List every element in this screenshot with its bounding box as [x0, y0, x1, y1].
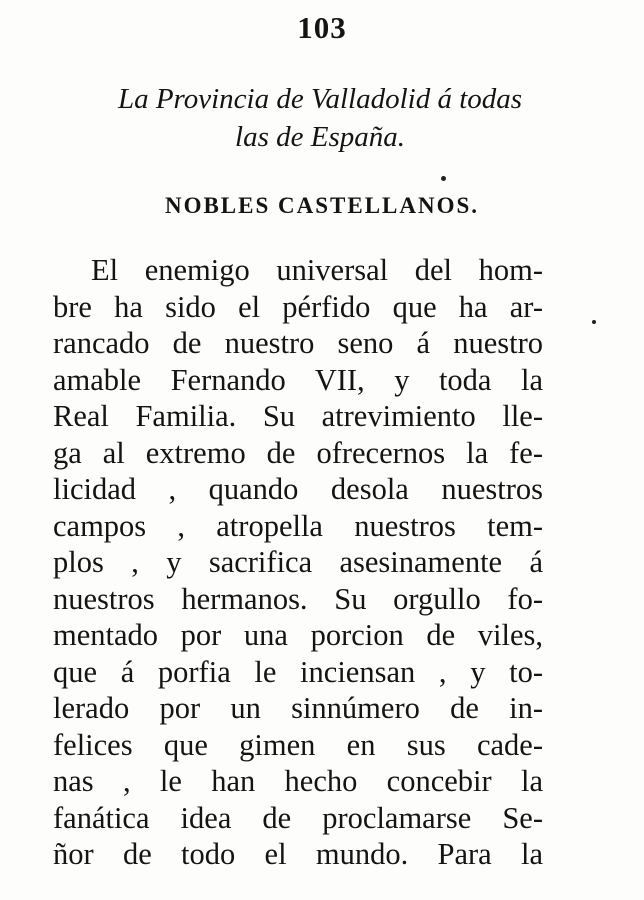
text-line: nas , le han hecho concebir la: [53, 764, 543, 798]
text-line: bre ha sido el pérfido que ha ar-: [53, 289, 543, 324]
text-line: rancado de nuestro seno á nuestro: [53, 326, 543, 360]
text-line: felices que gimen en sus cade-: [53, 727, 543, 762]
text-line: ga al extremo de ofrecernos la fe-: [53, 435, 543, 470]
text-line: lerado por un sinnúmero de in-: [53, 691, 543, 725]
ink-speck: [441, 176, 446, 181]
text-line: amable Fernando VII, y toda la: [53, 362, 543, 397]
body-paragraph: [53, 252, 543, 873]
text-line: fanática idea de proclamarse Se-: [53, 800, 543, 835]
page-number: 103: [297, 10, 347, 45]
text-line: Real Familia. Su atrevimiento lle-: [53, 399, 543, 433]
text-line: campos , atropella nuestros tem-: [53, 508, 543, 543]
ink-speck: [592, 320, 596, 324]
title-line-1: La Provincia de Valladolid á todas: [117, 83, 523, 115]
section-heading: NOBLES CASTELLANOS.: [164, 193, 480, 218]
title-line-2: las de España.: [235, 121, 405, 153]
text-line: plos , y sacrifica asesinamente á: [53, 545, 543, 579]
text-line: que á porfia le inciensan , y to-: [53, 654, 543, 689]
page-title: [40, 80, 600, 156]
text-line: El enemigo universal del hom-: [91, 253, 543, 287]
text-line: nuestros hermanos. Su orgullo fo-: [53, 581, 543, 616]
text-line: ñor de todo el mundo. Para la: [53, 837, 543, 871]
text-line: licidad , quando desola nuestros: [53, 472, 543, 506]
text-line: mentado por una porcion de viles,: [53, 618, 543, 652]
